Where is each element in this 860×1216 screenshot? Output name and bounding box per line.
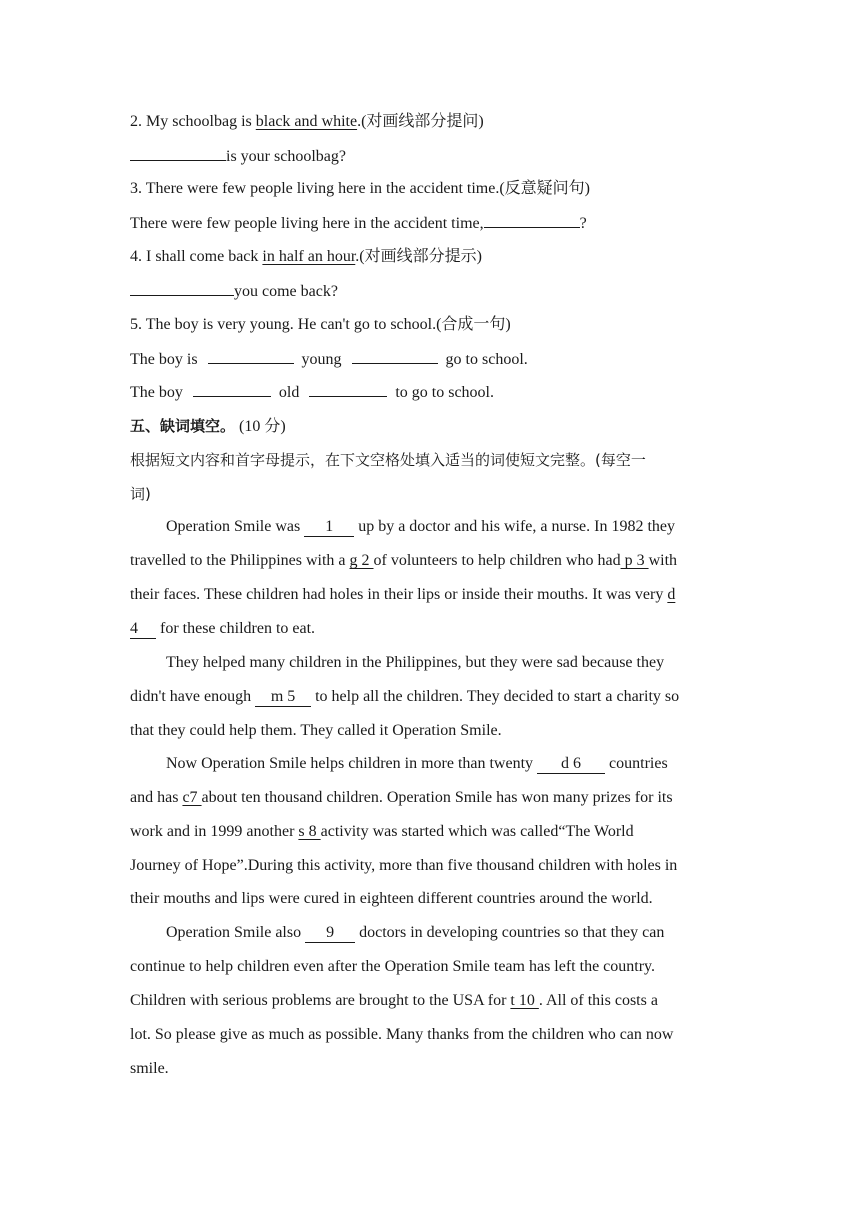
question-2 [130, 111, 730, 133]
passage-line [130, 584, 730, 606]
q4-answer-line [130, 280, 730, 303]
q5-line2-b: old [274, 384, 304, 401]
passage-line [130, 956, 730, 978]
question-4 [130, 246, 730, 268]
passage-text: Operation Smile was [166, 518, 305, 535]
blank-7[interactable]: c7 [182, 789, 202, 806]
q5-line2-c: to go to school. [391, 384, 494, 401]
q4-answer-tail: you come back? [234, 283, 338, 300]
q5-line1-a: The boy is [130, 351, 202, 368]
q5-blank-3[interactable] [193, 381, 271, 397]
passage-text: They helped many children in the Philippines, but they were sad because they [166, 654, 665, 671]
q5-answer-line-1 [130, 348, 730, 371]
passage-text: up by a doctor and his wife, a nurse. In 1982 they [354, 518, 676, 535]
blank-1[interactable]: 1 [304, 518, 354, 537]
passage-text: their faces. These children had holes in their lips or inside their mouths. It was very [130, 586, 668, 603]
q4-underlined-phrase: in half an hour [262, 248, 356, 265]
q5-blank-2[interactable] [352, 348, 438, 364]
q3-answer-prefix: There were few people living here in the accident time, [130, 215, 484, 232]
passage-line [130, 618, 730, 640]
passage-line [130, 720, 730, 742]
passage-text: Children with serious problems are brought to the USA for [130, 992, 511, 1009]
q4-instruction: .(对画线部分提示) [355, 248, 482, 265]
passage-line [166, 516, 730, 538]
passage-text: travelled to the Philippines with a [130, 552, 350, 569]
blank-4-letter[interactable]: d [667, 586, 676, 603]
q5-line1-b: young [297, 351, 346, 368]
q3-answer-blank[interactable] [484, 212, 580, 228]
passage-text: of volunteers to help children who had [373, 552, 621, 569]
passage-text: countries [605, 755, 668, 772]
passage-line [166, 922, 730, 944]
section-5-score: (10 分) [239, 418, 286, 435]
passage-text: that they could help them. They called it Operation Smile. [130, 722, 502, 739]
passage-line [130, 1024, 730, 1046]
passage-text: Journey of Hope”.During this activity, more than five thousand children with holes in [130, 857, 678, 874]
passage-line [130, 855, 730, 877]
q2-answer-blank[interactable] [130, 145, 226, 161]
passage-text: continue to help children even after the Operation Smile team has left the country. [130, 958, 655, 975]
passage-line [130, 686, 730, 708]
q3-answer-line [130, 212, 730, 235]
q5-blank-1[interactable] [208, 348, 294, 364]
passage-text: Now Operation Smile helps children in more than twenty [166, 755, 538, 772]
blank-3[interactable]: p 3 [620, 552, 649, 569]
q5-text: 5. The boy is very young. He can't go to school.(合成一句) [130, 316, 511, 333]
question-5 [130, 314, 730, 336]
blank-4[interactable]: 4 [130, 620, 156, 639]
passage-text: about ten thousand children. Operation Smile has won many prizes for its [201, 789, 673, 806]
passage-text: and has [130, 789, 183, 806]
q5-blank-4[interactable] [309, 381, 387, 397]
blank-6[interactable]: d 6 [537, 755, 605, 774]
passage-line [166, 753, 730, 775]
blank-9[interactable]: 9 [305, 924, 355, 943]
blank-10[interactable]: t 10 [510, 992, 539, 1009]
passage-text: their mouths and lips were cured in eighteen different countries around the world. [130, 890, 653, 907]
q2-instruction: .(对画线部分提问) [357, 113, 484, 130]
passage-line [166, 652, 730, 674]
passage-line [130, 1058, 730, 1080]
q5-line2-a: The boy [130, 384, 187, 401]
question-3 [130, 178, 730, 200]
passage-text: doctors in developing countries so that they can [355, 924, 665, 941]
q2-answer-line [130, 145, 730, 168]
passage-text: lot. So please give as much as possible. Many thanks from the children who can now [130, 1026, 674, 1043]
q2-answer-tail: is your schoolbag? [226, 148, 346, 165]
passage-text: work and in 1999 another [130, 823, 299, 840]
blank-8[interactable]: s 8 [298, 823, 321, 840]
passage-text: Operation Smile also [166, 924, 306, 941]
q4-prefix: 4. I shall come back [130, 248, 263, 265]
section-5-instruction-2: 词) [130, 485, 151, 503]
q2-underlined-phrase: black and white [255, 113, 358, 130]
q3-text: 3. There were few people living here in the accident time.(反意疑问句) [130, 180, 590, 197]
passage-line [130, 888, 730, 910]
passage-text: for these children to eat. [156, 620, 316, 637]
passage-text: to help all the children. They decided to start a charity so [311, 688, 680, 705]
blank-5[interactable]: m 5 [255, 688, 311, 707]
blank-2[interactable]: g 2 [349, 552, 374, 569]
passage-text: didn't have enough [130, 688, 256, 705]
passage-text: activity was started which was called“The World [320, 823, 634, 840]
passage-text: with [648, 552, 678, 569]
q5-answer-line-2 [130, 381, 730, 404]
q2-prefix: 2. My schoolbag is [130, 113, 256, 130]
section-5-title: 五、缺词填空。 [130, 417, 236, 435]
passage-line [130, 990, 730, 1012]
passage-text: smile. [130, 1060, 169, 1077]
passage-text: . All of this costs a [538, 992, 658, 1009]
passage-line [130, 821, 730, 843]
section-5-instruction-1: 根据短文内容和首字母提示，在下文空格处填入适当的词使短文完整。(每空一 [130, 451, 646, 469]
q4-answer-blank[interactable] [130, 280, 234, 296]
passage-line [130, 550, 730, 572]
q5-line1-c: go to school. [441, 351, 528, 368]
q3-answer-tail: ? [579, 215, 587, 232]
passage-line [130, 787, 730, 809]
section-5-heading [130, 415, 730, 438]
